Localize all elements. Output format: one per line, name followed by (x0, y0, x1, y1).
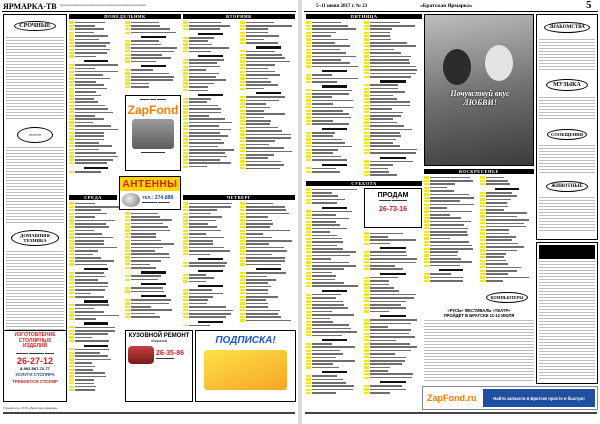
schedule-row (183, 253, 238, 256)
ad-furniture-phone2: 8-902-567-72-77 (20, 365, 50, 371)
channel-heading (69, 166, 123, 170)
wednesday-col-1 (69, 202, 123, 398)
ad-antennas[interactable] (119, 176, 181, 210)
sunday-col-2 (480, 176, 534, 286)
schedule-row (125, 290, 181, 293)
channel-heading (240, 91, 296, 95)
rubric-household-label: ДОМАШНЯЯ ТЕХНИКА (11, 230, 59, 246)
promo-person-left (443, 49, 471, 85)
schedule-row (306, 202, 362, 205)
channel-heading (125, 270, 181, 274)
channel-heading (69, 299, 123, 303)
channel-heading (240, 45, 296, 49)
friday-col-2 (364, 21, 422, 179)
channel-heading (183, 269, 238, 273)
ad-zapfond-car-photo (132, 119, 174, 149)
ad-zapfond-top[interactable] (125, 95, 181, 171)
schedule-row (125, 31, 181, 34)
left-footer: Учредитель: ООО «Братская ярмарка» (3, 407, 58, 410)
schedule-row (306, 158, 362, 161)
rubric-dating-label: ЗНАКОМСТВА (544, 22, 590, 33)
channel-heading (183, 93, 238, 97)
schedule-row (240, 263, 296, 266)
monday-col-1 (69, 21, 123, 173)
channel-heading (306, 338, 362, 342)
ad-furniture[interactable] (3, 330, 67, 402)
promo-photo (424, 14, 534, 166)
ad-zapfond-tagline: ▬▬▬ ▬▬ ▬▬▬ (140, 97, 166, 101)
tv-set-icon: ▭ ▭ ▭ (17, 127, 53, 143)
ad-subscribe-title: ПОДПИСКА! (215, 335, 276, 346)
urgent-ads-text (6, 37, 64, 121)
car-photo (128, 346, 154, 364)
section-tuesday: ВТОРНИК (183, 14, 295, 19)
channel-heading (125, 64, 181, 68)
ad-antennas-text: ▬▬▬▬▬ ▬▬▬▬ (142, 200, 170, 205)
channel-heading (306, 289, 362, 293)
schedule-row (183, 165, 238, 168)
channel-heading (480, 187, 534, 191)
schedule-row (69, 295, 123, 298)
channel-heading (125, 35, 181, 39)
rubric-urgent (4, 15, 66, 37)
schedule-row (183, 324, 238, 326)
rubric-messages (537, 123, 597, 145)
section-monday: ПОНЕДЕЛЬНИК (69, 14, 181, 19)
channel-heading (364, 272, 422, 276)
schedule-row (306, 80, 362, 83)
ad-bodywork-text: ▬▬▬▬▬▬ (156, 355, 174, 360)
schedule-row (424, 279, 478, 282)
schedule-row (69, 389, 123, 392)
schedule-row (240, 87, 296, 90)
schedule-row (306, 392, 362, 395)
section-friday: ПЯТНИЦА (306, 14, 422, 19)
info-box-heading (539, 245, 595, 259)
festival-body-text (424, 320, 534, 382)
rubric-dating (537, 15, 597, 39)
ad-zapfond-site: ▬▬▬▬▬▬▬▬ (141, 150, 165, 155)
ad-furniture-phone: 26-27-12 (16, 355, 54, 366)
ad-zapfond-banner-logo (423, 393, 483, 403)
section-wednesday: СРЕДА (69, 195, 117, 200)
schedule-row (306, 285, 362, 288)
zapfond-logo-text: ZapFond (127, 103, 179, 118)
schedule-row (69, 263, 123, 266)
schedule-row (364, 174, 422, 177)
ad-subscribe[interactable] (195, 330, 296, 402)
animals-ads-text (539, 197, 595, 233)
channel-heading (364, 314, 422, 318)
schedule-row (183, 280, 238, 283)
rubric-video (4, 123, 66, 147)
schedule-row (69, 162, 123, 165)
schedule-row (69, 317, 123, 320)
schedule-row (306, 65, 362, 68)
channel-heading (183, 320, 238, 324)
channel-heading (69, 343, 123, 347)
channel-heading (364, 156, 422, 160)
ad-antennas-phone: тел.: 274-888 (142, 195, 174, 202)
schedule-row (183, 50, 238, 53)
schedule-row (69, 55, 123, 58)
channel-heading (183, 54, 238, 58)
festival-subtitle: ПРОЙДЁТ В БРАТСКЕ 11-12 ИЮЛЯ (443, 313, 515, 318)
ad-furniture-service: УСЛУГИ СТОЛЯРА (15, 371, 55, 377)
channel-heading (183, 32, 238, 36)
schedule-row (364, 376, 422, 379)
schedule-row (364, 310, 422, 313)
thursday-col-1 (183, 202, 238, 326)
satellite-dish-icon (122, 193, 140, 207)
schedule-row (125, 85, 181, 88)
schedule-row (125, 266, 181, 269)
channel-heading (183, 257, 238, 261)
channel-heading (424, 268, 478, 272)
right-footer-rule (305, 412, 597, 414)
schedule-row (125, 315, 181, 318)
ad-furniture-title: ИЗГОТОВЛЕНИЕ СТОЛЯРНЫХ ИЗДЕЛИЙ (14, 332, 56, 349)
masthead-strap: ▪▪▪▪▪▪▪▪▪▪▪▪▪▪▪▪▪▪▪▪▪▪▪▪▪▪▪▪▪▪▪▪▪▪▪▪▪▪▪▪▪▪▪▪▪▪▪▪▪▪▪▪▪▪▪▪▪▪▪▪▪▪▪▪▪▪▪▪▪▪▪▪▪▪▪▪▪▪▪▪▪ (60, 4, 147, 7)
schedule-row (125, 60, 181, 63)
ad-antennas-banner (120, 177, 180, 191)
page-number: 5 (586, 0, 592, 11)
rubric-music (537, 73, 597, 97)
ad-zapfond-banner-slogan: Найти запчасти в Братске просто и быстро! (483, 389, 595, 407)
promo-text: Почувствуй вкус ЛЮБВИ! (450, 89, 510, 107)
schedule-row (306, 123, 362, 126)
right-page (302, 0, 600, 424)
festival-article (424, 308, 534, 384)
saturday-col-2 (364, 232, 422, 398)
ad-furniture-desc: ▬▬▬▬ ▬▬▬▬▬ ▬▬▬ (16, 350, 54, 355)
rubric-messages-label: СООБЩЕНИЯ (547, 129, 587, 140)
tuesday-col-1 (183, 21, 238, 173)
channel-heading (364, 246, 422, 250)
right-rubrics-sidebar (536, 14, 598, 240)
ad-bodywork[interactable] (125, 330, 193, 402)
ad-sale-text: ▬▬▬▬ ▬▬▬▬▬ (379, 198, 407, 202)
schedule-row (183, 28, 238, 31)
schedule-row (306, 334, 362, 337)
schedule-row (240, 319, 296, 322)
video-ads-text (6, 147, 64, 223)
channel-heading (306, 127, 362, 131)
ad-zapfond-banner[interactable] (422, 386, 598, 410)
header-rule (2, 11, 296, 12)
schedule-row (306, 170, 362, 173)
schedule-row (364, 242, 422, 245)
info-box-text (539, 261, 595, 379)
channel-heading (364, 380, 422, 384)
schedule-row (480, 279, 534, 282)
ad-zapfond-banner-logo-text: ZapFond.ru (427, 393, 477, 403)
dating-ads-text (539, 39, 595, 71)
schedule-row (240, 41, 296, 44)
ad-zapfond-logo (126, 104, 180, 116)
ad-sale-phone: 26-73-16 (378, 206, 408, 214)
schedule-row (364, 75, 422, 78)
issue-info: 5–11 июня 2017 г. № 23 (316, 4, 368, 9)
header-rule-right (304, 11, 598, 12)
schedule-row (183, 316, 238, 319)
schedule-row (364, 391, 422, 394)
channel-heading (183, 284, 238, 288)
rubric-urgent-label: СРОЧНЫЕ (14, 21, 55, 31)
schedule-row (424, 264, 478, 267)
channel-heading (69, 267, 123, 271)
messages-ads-text (539, 145, 595, 173)
rubric-animals (537, 175, 597, 197)
rubric-computers (480, 288, 534, 306)
section-saturday: СУББОТА (306, 181, 422, 186)
ad-bodywork-sub: покраска (151, 339, 167, 343)
schedule-row (69, 170, 123, 173)
music-ads-text (539, 97, 595, 121)
channel-heading (364, 79, 422, 83)
festival-title: «РУСЬ» ФЕСТИВАЛЬ «ТЕАТР» (447, 308, 511, 313)
channel-heading (306, 84, 362, 88)
paper-title: «Братская Ярмарка» (420, 3, 473, 9)
channel-heading (69, 321, 123, 325)
schedule-row (125, 278, 181, 281)
channel-heading (306, 370, 362, 374)
promo-person-right (485, 45, 513, 81)
rubric-computers-label: КОМПЬЮТЕРЫ (486, 292, 527, 303)
rubric-music-label: МУЗЫКА (546, 79, 588, 91)
schedule-row (306, 366, 362, 369)
channel-heading (125, 294, 181, 298)
section-thursday: ЧЕТВЕРГ (183, 195, 295, 200)
channel-heading (306, 69, 362, 73)
tuesday-col-2 (240, 21, 296, 173)
schedule-row (480, 183, 534, 186)
newspaper-stack-image (204, 350, 287, 390)
info-box-right (536, 242, 598, 384)
schedule-row (183, 265, 238, 268)
schedule-row (69, 339, 123, 342)
ad-sale-title: ПРОДАМ (377, 192, 409, 199)
channel-heading (69, 59, 123, 63)
ad-furniture-footer: ТРЕБУЕТСЯ СТОЛЯР (12, 378, 58, 384)
left-page (0, 0, 298, 424)
channel-heading (306, 162, 362, 166)
monday-col-2 (125, 21, 181, 93)
ad-sale[interactable] (364, 188, 422, 228)
channel-heading (306, 206, 362, 210)
sunday-col-1 (424, 176, 478, 286)
ad-bodywork-title: КУЗОВНОЙ РЕМОНТ (128, 333, 190, 339)
schedule-row (240, 167, 296, 170)
schedule-row (364, 268, 422, 271)
ad-bodywork-phone: 26-35-86 (156, 349, 185, 357)
schedule-row (183, 89, 238, 92)
saturday-col-1 (306, 188, 362, 398)
channel-heading (240, 267, 296, 271)
masthead: ЯРМАРКА-ТВ (3, 2, 57, 11)
left-footer-rule (3, 412, 295, 414)
thursday-col-2 (240, 202, 296, 326)
schedule-row (364, 152, 422, 155)
friday-col-1 (306, 21, 362, 179)
channel-heading (125, 282, 181, 286)
rubric-animals-label: ЖИВОТНЫЕ (546, 181, 588, 192)
section-sunday: ВОСКРЕСЕНЬЕ (424, 169, 534, 174)
rubric-household (4, 225, 66, 251)
wednesday-col-2 (125, 212, 181, 322)
ad-antennas-title: АНТЕННЫ (122, 178, 178, 190)
